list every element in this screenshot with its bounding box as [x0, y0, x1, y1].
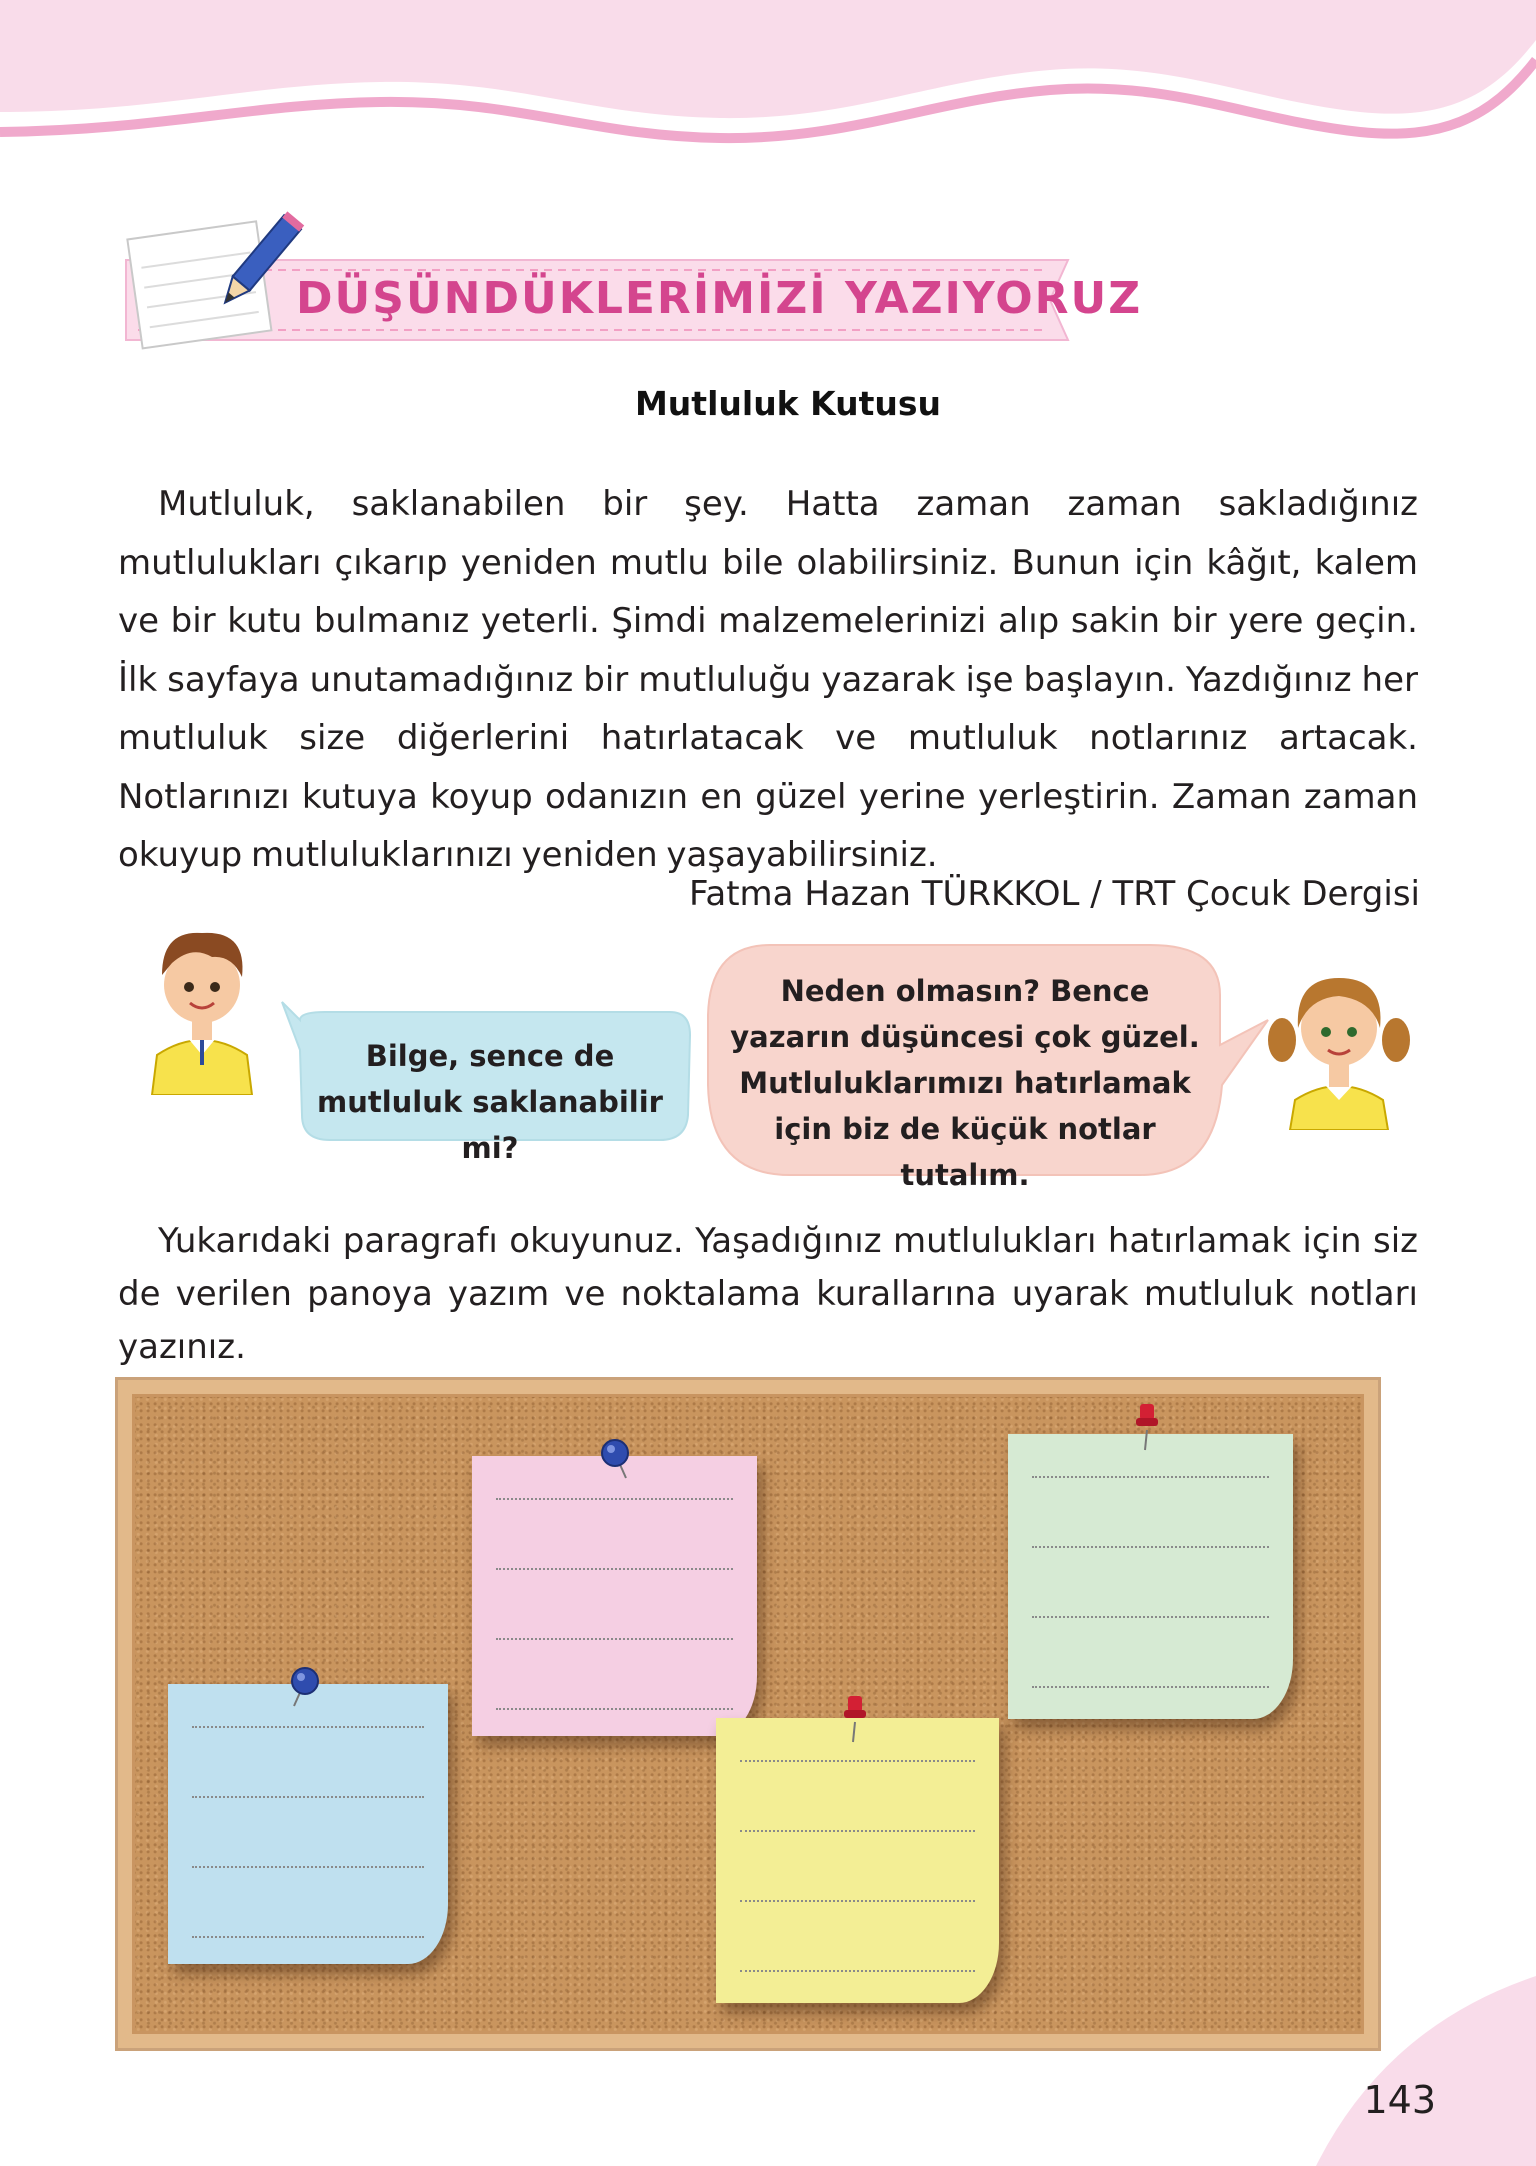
header-wave-decoration — [0, 0, 1536, 160]
sticky-note-green[interactable] — [1008, 1434, 1293, 1719]
writing-line — [1032, 1476, 1269, 1478]
sticky-note-yellow[interactable] — [716, 1718, 999, 2003]
writing-line — [496, 1498, 733, 1500]
writing-line — [740, 1900, 975, 1902]
writing-line — [496, 1638, 733, 1640]
page-corner-decoration — [1296, 1966, 1536, 2166]
blue-pushpin-icon — [600, 1438, 630, 1488]
section-banner — [118, 205, 1143, 355]
section-title: DÜŞÜNDÜKLERİMİZİ YAZIYORUZ — [296, 273, 1143, 324]
page-number: 143 — [1363, 2078, 1436, 2122]
writing-line — [1032, 1616, 1269, 1618]
writing-line — [192, 1936, 424, 1938]
writing-line — [740, 1760, 975, 1762]
girl-illustration — [1260, 950, 1418, 1130]
writing-line — [1032, 1686, 1269, 1688]
writing-line — [192, 1796, 424, 1798]
writing-line — [740, 1830, 975, 1832]
writing-line — [192, 1726, 424, 1728]
story-source: Fatma Hazan TÜRKKOL / TRT Çocuk Dergisi — [688, 874, 1420, 914]
story-paragraph: Mutluluk, saklanabilen bir şey. Hatta zaman zaman sakladığınız mutlulukları çıkarıp yeniden mutlu bile olabilirsiniz. Bunun için kâğıt, kalem ve bir kutu bulmanız yeterli. Şimdi malzemelerinizi alıp sakin bir yere geçin. İlk sayfaya unutamadığınız bir mutluluğu yazarak işe başlayın. Yazdığınız her mutluluk size diğerlerini hatırlatacak ve mutluluk notlarınız artacak. Notlarınızı kutuya koyup odanızın en güzel yerine yerleştirin. Zaman zaman okuyup mutluluklarınızı yeniden yaşayabilirsiniz. — [118, 484, 1418, 875]
blue-pushpin-icon — [290, 1666, 320, 1716]
cork-board — [118, 1380, 1378, 2048]
writing-line — [192, 1866, 424, 1868]
red-pushpin-icon — [1132, 1402, 1162, 1452]
sticky-note-blue[interactable] — [168, 1684, 448, 1964]
red-pushpin-icon — [840, 1694, 870, 1744]
sticky-note-pink[interactable] — [472, 1456, 757, 1736]
boy-illustration — [132, 905, 272, 1095]
instruction-paragraph: Yukarıdaki paragrafı okuyunuz. Yaşadığınız mutlulukları hatırlamak için siz de verilen panoya yazım ve noktalama kurallarına uyarak mutluluk notları yazınız. — [118, 1221, 1418, 1367]
writing-line — [496, 1708, 733, 1710]
boy-speech-bubble — [280, 990, 700, 1165]
girl-bubble-text: Neden olmasın? Bence yazarın düşüncesi çok güzel. Mutluluklarımızı hatırlamak için biz de küçük notlar tutalım. — [730, 974, 1200, 1192]
boy-bubble-text: Bilge, sence de mutluluk saklanabilir mi? — [316, 1039, 663, 1165]
girl-speech-bubble — [700, 935, 1270, 1192]
writing-line — [740, 1970, 975, 1972]
writing-line — [496, 1568, 733, 1570]
writing-line — [1032, 1546, 1269, 1548]
story-title: Mutluluk Kutusu — [634, 384, 942, 423]
